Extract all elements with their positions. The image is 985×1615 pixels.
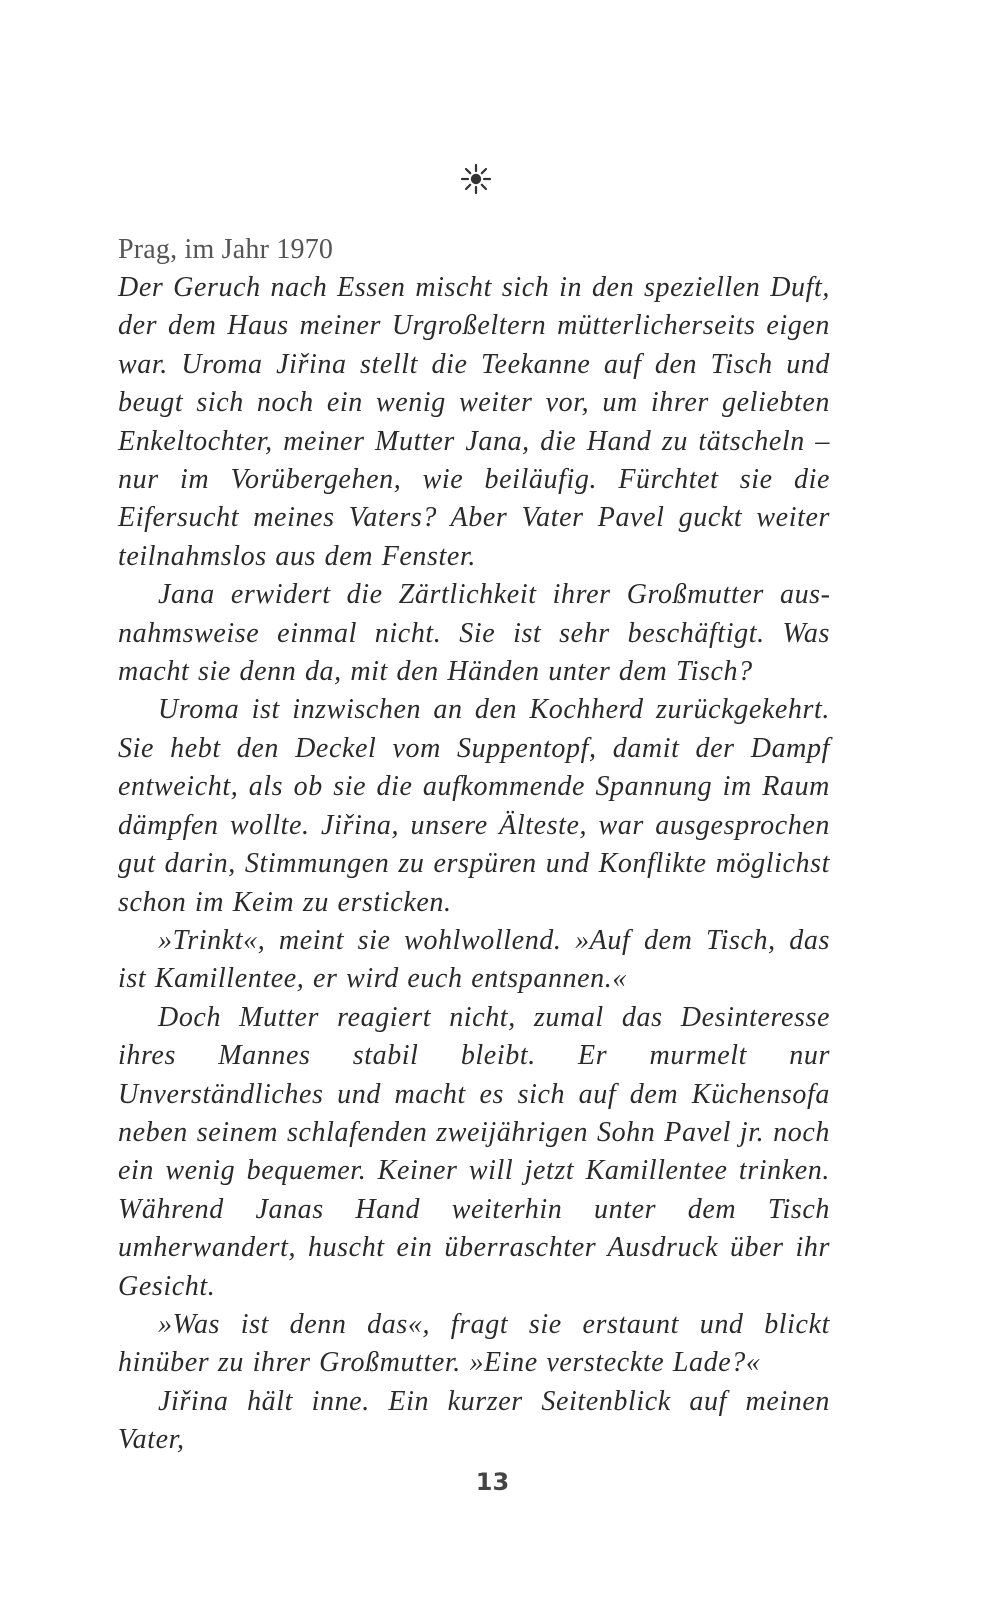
paragraph: Uroma ist inzwischen an den Kochherd zurückgekehrt. Sie hebt den Deckel vom Suppentopf, damit der Dampf entweicht, als ob sie die aufkommende Spannung im Raum dämpfen wollte. Jiřina, unsere Älteste, war ausgesprochen gut darin, Stimmungen zu erspüren und Konflikte möglichst schon im Keim zu ersticken.	[118, 694, 830, 918]
paragraph: Der Geruch nach Essen mischt sich in den speziellen Duft, der dem Haus meiner Urgroßeltern mütterlicherseits eigen war. Uroma Jiřina stellt die Teekanne auf den Tisch und beugt sich noch ein wenig weiter vor, um ihrer geliebten Enkeltochter, meiner Mutter Jana, die Hand zu tätscheln – nur im Vorübergehen, wie beiläufig. Fürchtet sie die Eifersucht meines Vaters? Aber Vater Pavel guckt weiter teilnahmslos aus dem Fenster.	[118, 272, 830, 572]
chapter-text	[118, 230, 830, 1460]
paragraph: Doch Mutter reagiert nicht, zumal das Desinteresse ihres Mannes stabil bleibt. Er murmelt nur Unverständliches und macht es sich auf dem Küchensofa neben seinem schlafenden zweijährigen Sohn Pavel jr. noch ein wenig bequemer. Keiner will jetzt Kamillentee trinken. Während Janas Hand weiterhin unter dem Tisch umherwandert, huscht ein überraschter Ausdruck über ihr Gesicht.	[118, 1001, 830, 1302]
sun-asterisk-icon	[460, 163, 492, 195]
paragraph: Jana erwidert die Zärtlichkeit ihrer Großmutter ausnahmsweise einmal nicht. Sie ist sehr beschäftigt. Was macht sie denn da, mit den Händen unter dem Tisch?	[118, 579, 830, 688]
page-number: 13	[475, 1468, 510, 1496]
paragraph: »Was ist denn das«, fragt sie erstaunt und blickt hinüber zu ihrer Großmutter. »Eine versteckte Lade?«	[118, 1308, 830, 1379]
paragraph: »Trinkt«, meint sie wohlwollend. »Auf dem Tisch, das ist Kamillentee, er wird euch entspannen.«	[118, 924, 830, 995]
section-heading: Prag, im Jahr 1970	[118, 234, 334, 265]
paragraph: Jiřina hält inne. Ein kurzer Seitenblick auf meinen Vater,	[118, 1385, 830, 1456]
